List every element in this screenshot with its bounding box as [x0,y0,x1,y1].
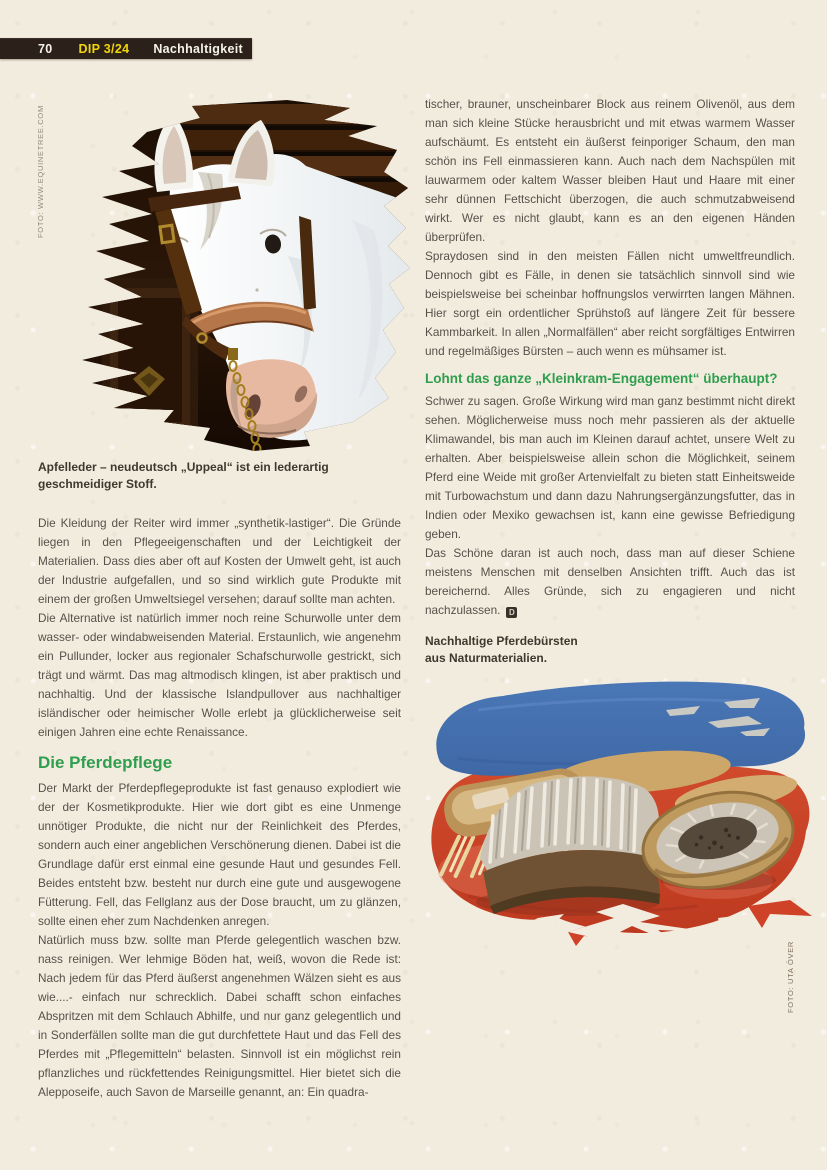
left-paragraph-3: Der Markt der Pferdepflegeprodukte ist fast genauso explodiert wie der der Kosmetikprodukte. Hier wie dort gibt es eine Unmenge unnötiger Produkte, die nicht nur der Reinlichkeit des Pferdes, sondern auch einer angeblichen Verschönerung dienen. Dabei ist die Grundlage dafür erst einmal eine gesunde Haut und gesundes Fell. Beides entsteht bzw. besteht nur durch eine gute und ausgewogene Fütterung. Fell, das Fellglanz aus der Dose braucht, um zu glänzen, sollte einen eher zum Nachdenken anregen. [38,781,401,928]
section-label: Nachhaltigkeit [153,41,243,56]
brushes-illustration [418,666,820,956]
left-heading: Die Pferdepflege [38,753,173,772]
photo-credit-right: FOTO: UTA ÖVER [786,940,795,1013]
right-paragraph-1: tischer, brauner, unscheinbarer Block aus reinem Olivenöl, aus dem man sich kleine Stücke herausbricht und mit etwas warmem Wasser aufschäumt. Es entsteht ein äußerst feinporiger Schaum, den man schön ins Fell einmassieren kann. Auch nach dem Nachspülen mit lauwarmem oder kaltem Wasser bleiben Haut und Haare mit einer sehr dünnen Fettschicht überzogen, die auch schmutzabweisend wirkt. Wer es nicht glaubt, kann es an den eigenen Händen überprüfen. [425,97,795,244]
brushes-caption-line2: aus Naturmaterialien. [425,651,548,666]
photo-credit-left: FOTO: WWW.EQUINETREE.COM [36,105,45,238]
right-paragraph-2: Spraydosen sind in den meisten Fällen nicht umweltfreundlich. Dennoch gibt es Fälle, in denen sie tatsächlich sinnvoll sind wie beispielsweise bei scheinbar hoffnungslos verwirrten langen Mähnen. Hier sorgt ein ordentlicher Sprühstoß auf längere Zeit für bessere Kammbarkeit. In allen „Normalfällen“ aber reicht sorgfältiges Entwirren und regelmäßiges Bürsten – auch wenn es mühsamer ist. [425,249,795,358]
right-paragraph-4-text: Das Schöne daran ist auch noch, dass man auf dieser Schiene meistens Menschen mit denselben Ansichten trifft. Auch das ist bereichernd. Alles Gründe, sich zu engagieren und nicht nachzulassen. [425,546,795,617]
horse-caption: Apfelleder – neudeutsch „Uppeal“ ist ein lederartig geschmeidiger Stoff. [38,460,329,492]
left-paragraph-2: Die Alternative ist natürlich immer noch reine Schurwolle unter dem wasser- oder windabweisenden Material. Erstaunlich, wie angenehm ein Pullunder, locker aus regionaler Schafschurwolle gestrickt, sich trägt und wärmt. Das mag altmodisch klingen, ist aber praktisch und nachhaltig. Und der klassische Islandpullover aus nachhaltiger isländischer oder heimischer Wolle erlebt ja glücklicherweise seit einigen Jahren eine echte Renaissance. [38,611,401,739]
right-paragraph-3: Schwer zu sagen. Große Wirkung wird man ganz bestimmt nicht direkt sehen. Möglicherweise muss noch mehr passieren als der aktuelle Klimawandel, bis man auch im Kleinen darauf achtet, unsere Welt zu erhalten. Aber beispielsweise allein schon die Möglichkeit, seinem Pferd eine Weide mit großer Artenvielfalt zu bieten statt Einheitsweide mit Turbowachstum und dann dazu Nahrungsergänzungsfutter, das in Indien oder Mexiko gewachsen ist, kann eine gewisse Befriedigung geben. [425,394,795,541]
end-of-article-icon: D [506,607,517,618]
left-column [38,514,401,1102]
page-number: 70 [38,41,53,56]
left-paragraph-1: Die Kleidung der Reiter wird immer „synthetik-lastiger“. Die Gründe liegen in den Pflegeeigenschaften und der Leichtigkeit der Materialien. Dass dies aber oft auf Kosten der Umwelt geht, ist auch der Industrie aufgefallen, und so sind wirklich gute Produkte mit einem der großen Umweltsiegel versehen; darauf sollte man achten. [38,516,401,606]
right-heading: Lohnt das ganze „Kleinkram-Engagement“ überhaupt? [425,371,778,386]
right-column [425,95,795,668]
brushes-photo [418,666,820,956]
page-header-bar [0,38,252,59]
left-paragraph-4: Natürlich muss bzw. sollte man Pferde gelegentlich waschen bzw. nass reinigen. Wer lehmige Böden hat, weiß, wovon die Rede ist: Nach jedem für das Pferd äußerst angenehmen Wälzen sieht es aus wie....- einfach nur schrecklich. Dabei schafft schon einfaches Abspritzen mit dem Schlauch Abhilfe, und nur ganz gelegentlich und in Sonderfällen sollte man die gut durchfettete Haut und das Fell des Pferdes mit „Pflegemitteln“ belasten. Sinnvoll ist ein möglichst rein pflanzliches und rückfettendes Reinigungsmittel. Hier bietet sich die Alepposeife, auch Savon de Marseille genannt, an: Ein quadra- [38,933,401,1099]
right-paragraph-4 [425,544,795,620]
brushes-caption-line1: Nachhaltige Pferdebürsten [425,634,578,648]
horse-photo [52,80,427,458]
horse-illustration [52,80,427,458]
brushes-caption [425,633,795,668]
issue-label: DIP 3/24 [78,41,130,56]
